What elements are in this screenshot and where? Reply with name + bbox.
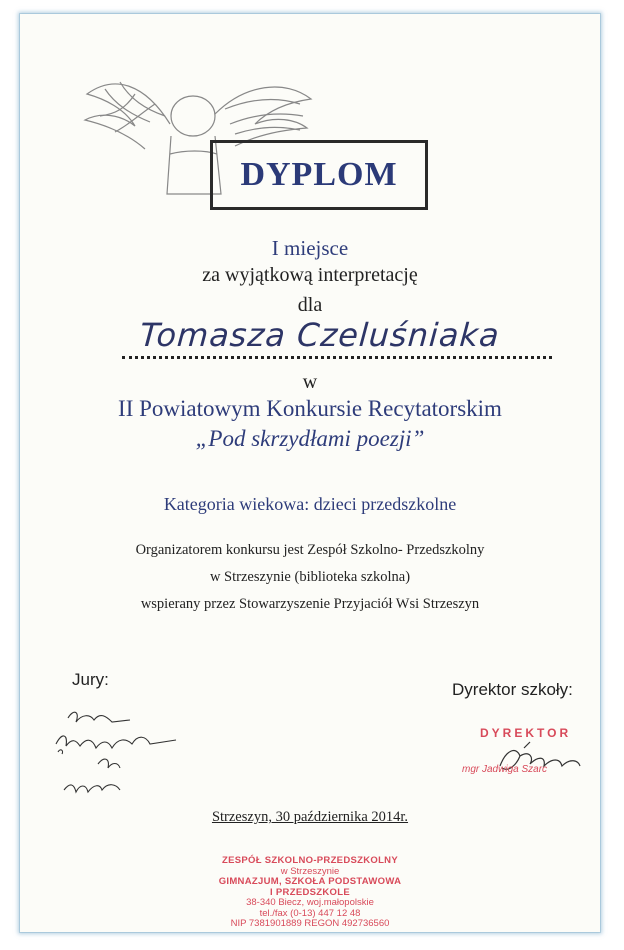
award-place: I miejsce bbox=[271, 236, 349, 260]
award-reason: za wyjątkową interpretację bbox=[202, 264, 418, 286]
jury-label: Jury: bbox=[72, 670, 109, 689]
recipient-field bbox=[100, 314, 570, 366]
organizer-line: w Strzeszynie (biblioteka szkolna) bbox=[209, 569, 411, 585]
recipient-name: Tomasza Czeluśniaka bbox=[138, 316, 502, 354]
contest-prefix: w bbox=[302, 371, 318, 393]
dotted-line bbox=[122, 356, 552, 359]
stamp-line: tel./fax (0-13) 447 12 48 bbox=[259, 907, 361, 919]
stamp-line: w Strzeszynie bbox=[280, 865, 340, 877]
issue-date: Strzeszyn, 30 października 2014r. bbox=[211, 809, 409, 825]
stamp-line: NIP 7381901889 REGON 492736560 bbox=[230, 918, 390, 929]
director-label: Dyrektor szkoły: bbox=[452, 680, 573, 699]
diploma-page bbox=[20, 14, 600, 932]
organizer-line: Organizatorem konkursu jest Zespół Szkolno- Przedszkolny bbox=[135, 542, 485, 558]
director-stamp-name: mgr Jadwiga Szarc bbox=[462, 764, 548, 775]
director-signature-icon bbox=[490, 736, 590, 786]
school-stamp bbox=[20, 856, 600, 930]
director-stamp-title: DYREKTOR bbox=[480, 726, 572, 740]
organizer-line: wspierany przez Stowarzyszenie Przyjaciół Wsi Strzeszyn bbox=[140, 596, 480, 612]
document-title: DYPLOM bbox=[240, 156, 398, 193]
stamp-line: I PRZEDSZKOLE bbox=[270, 886, 350, 898]
stamp-line: ZESPÓŁ SZKOLNO-PRZEDSZKOLNY bbox=[222, 855, 398, 866]
title-box bbox=[210, 140, 428, 210]
jury-signatures-icon bbox=[46, 704, 196, 804]
stamp-line: GIMNAZJUM, SZKOŁA PODSTAWOWA bbox=[218, 876, 402, 887]
contest-name: II Powiatowym Konkursie Recytatorskim bbox=[118, 396, 502, 421]
stamp-line: 38-340 Biecz, woj.małopolskie bbox=[246, 897, 374, 908]
age-category: Kategoria wiekowa: dzieci przedszkolne bbox=[163, 494, 457, 514]
contest-motto: „Pod skrzydłami poezji” bbox=[195, 426, 425, 451]
award-for: dla bbox=[297, 294, 323, 316]
